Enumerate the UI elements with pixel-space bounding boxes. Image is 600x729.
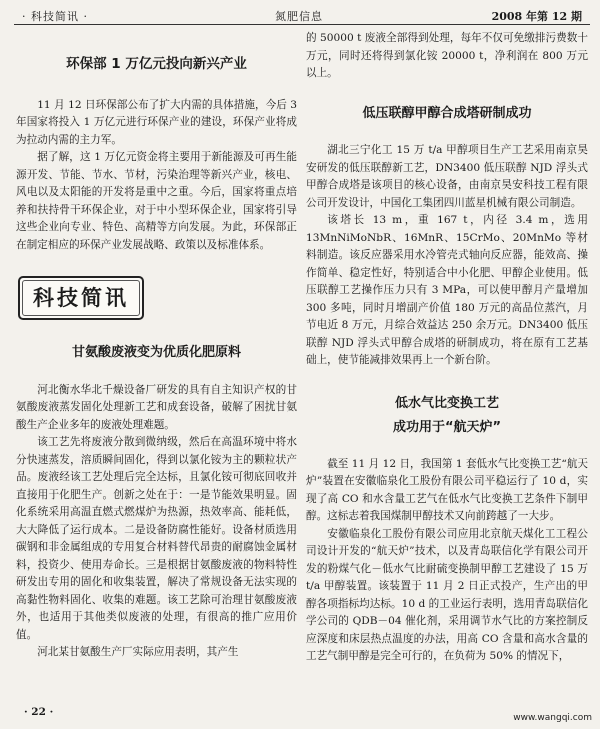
paragraph: 据了解，这 1 万亿元资金将主要用于新能源及可再生能源开发、节能、节水、节材，污染治理等新兴产业，核电、风电以及太阳能的开发将是重中之重。今后，国家将重点培养和扶持骨干环保企业，对于中小型环保企业，国家将引导这些企业向专业、特色、高精等方向发展。为此，环保部正在制定相应的环保产业发展战略、政策以及标准体系。 [16, 151, 297, 251]
column-brand-box [18, 276, 144, 320]
article-title: 甘氨酸废液变为优质化肥原料 [71, 345, 241, 360]
running-header [0, 0, 600, 26]
article-title: 环保部 1 万亿元投向新兴产业 [66, 56, 247, 72]
watermark-url: www.wangqi.com [513, 713, 592, 723]
issue-label: 2008 年第 12 期 [491, 10, 582, 23]
right-column [306, 30, 588, 666]
journal-name: 氮肥信息 [275, 10, 323, 23]
column-brand-label: 科技简讯 [22, 280, 140, 316]
paragraph: 安徽临泉化工股份有限公司应用北京航天煤化工工程公司设计开发的“航天炉”技术，以及青岛联信化学有限公司开发的粉煤气化－低水气比耐硫变换制甲醇工艺建设了 15 万 t/a 甲醇装置。该装置于 11 月 2 日正式投产，生产出的甲醇各项指标均达标。10 d 的工业运行表明，选用青岛联信化学公司的 QDB－04 催化剂，采用调节水气比的方案控制反应深度和床层热点温度的办法，用高 CO 含量和高水含量的工艺气制甲醇是完全可行的，在负荷为 50% 的情况下， [306, 527, 588, 662]
paragraph: 11 月 12 日环保部公布了扩大内需的具体措施，今后 3 年国家将投入 1 万亿元进行环保产业的建设，环保产业将成为拉动内需的主力军。 [16, 98, 297, 146]
paragraph-continued: 的 50000 t 废液全部得到处理，每年不仅可免缴排污费数十万元，同时还将得到氯化铵 20000 t，净利润在 800 万元以上。 [306, 32, 588, 79]
paragraph: 截至 11 月 12 日，我国第 1 套低水气比变换工艺“航天炉”装置在安徽临泉化工股份有限公司平稳运行了 10 d，实现了高 CO 和水含量工艺气在低水气比变换工艺条件下制甲醇。这标志着我国煤制甲醇技术又向前跨越了一大步。 [306, 457, 588, 522]
paragraph: 湖北三宁化工 15 万 t/a 甲醇项目生产工艺采用南京昊安研发的低压联醇新工艺，DN3400 低压联醇 NJD 浮头式甲醇合成塔是该项目的核心设备，由南京昊安科技工程有限公司开发设计，中国化工集团四川蓝星机械有限公司制造。 [306, 144, 588, 209]
paragraph: 河北某甘氨酸生产厂实际应用表明，其产生 [37, 646, 239, 658]
left-column [16, 30, 297, 662]
article-title: 低压联醇甲醇合成塔研制成功 [362, 105, 532, 121]
section-label: · 科技简讯 · [22, 10, 88, 23]
paragraph: 河北衡水华北千燥设备厂研发的具有自主知识产权的甘氨酸废液蒸发固化处理新工艺和成套设备，破解了困扰甘氨酸生产企业多年的废液处理难题。 [16, 383, 297, 431]
header-rule [14, 24, 590, 25]
page-number: · 22 · [24, 706, 54, 718]
article-title-line: 低水气比变换工艺 [394, 395, 499, 411]
paragraph: 该塔长 13 m，重 167 t，内径 3.4 m，选用 13MnNiMoNbR、16MnR、15CrMo、20MnMo 等材料制造。该反应器采用水冷管壳式轴向反应器，能效高、操作简单、稳定性好，特别适合中小化肥、甲醇企业使用。低压联醇工艺操作压力只有 3 MPa，可以使甲醇月产量增加 300 多吨，同时月增副产价值 180 万元的高品位蒸汽，月节电近 8 万元，月综合效益达 250 余万元。DN3400 低压联醇 NJD 浮头式甲醇合成塔的研制成功，将在原有工艺基础上，使节能减排效果再上一个新台阶。 [306, 214, 588, 366]
article-title [306, 392, 588, 440]
paragraph: 该工艺先将废液分散到微纳级，然后在高温环境中将水分快速蒸发，溶质瞬间固化，得到以氯化铵为主的颗粒状产品。废液经该工艺处理后完全达标，且氯化铵可彻底回收并直接用于化肥生产。创新之处在于：一是节能效果明显。固化系统采用高温直燃式燃煤炉为热源，热效率高、能耗低，大大降低了运行成本。二是设备防腐性能好。设备材质选用碳钢和非金属组成的专用复合材料替代昂贵的耐腐蚀金属材料，投资少、使用寿命长。三是根据甘氨酸废液的物料特性研发出专用的固化和收集装置，解决了常规设备无法实现的高黏性物料固化、收集的难题。该工艺除可治理甘氨酸废液外，也适用于其他类似废液的处理，有很高的推广应用价值。 [16, 436, 297, 641]
article-title-line: 成功用于“航天炉” [392, 419, 502, 435]
